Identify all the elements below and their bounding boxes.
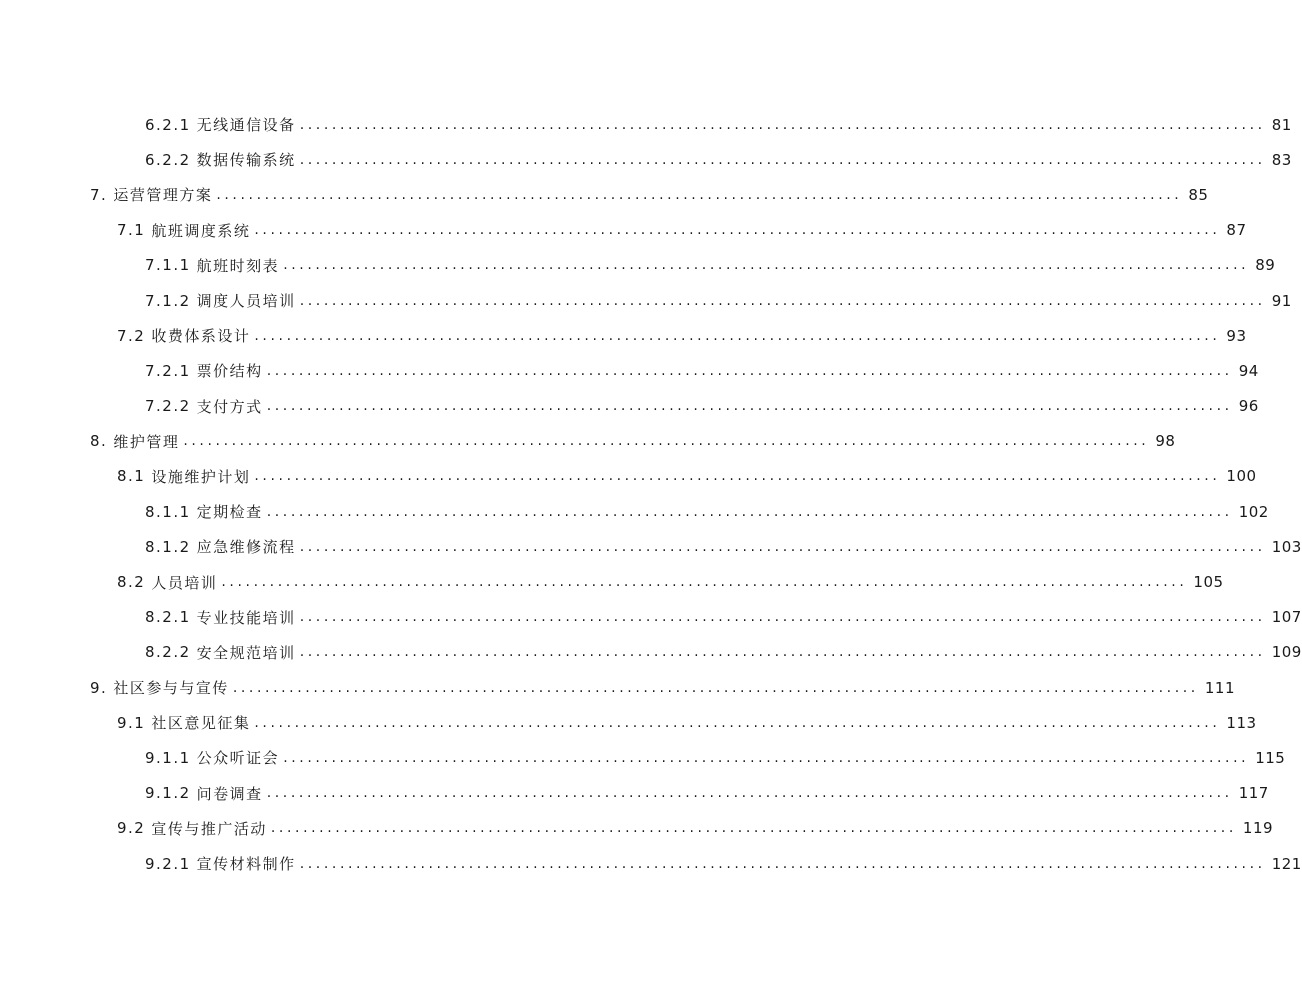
toc-entry[interactable]: [0, 635, 1302, 670]
toc-entry-page: 121: [1271, 854, 1302, 873]
toc-entry-page: 85: [1188, 185, 1209, 204]
toc-entry-page: 83: [1271, 150, 1292, 169]
toc-entry-number: 8.1.1: [145, 502, 191, 521]
toc-entry[interactable]: [0, 670, 1235, 705]
toc-dot-leader: ........................................................................................................................: [299, 609, 1266, 626]
toc-entry-number: 8.1: [117, 467, 146, 486]
toc-entry-page: 96: [1238, 397, 1259, 416]
toc-entry-title: 收费体系设计: [151, 327, 251, 346]
toc-entry-title: 公众听证会: [196, 749, 280, 768]
toc-entry-title: 调度人员培训: [196, 292, 296, 311]
toc-entry-number: 7.2.1: [145, 361, 191, 380]
toc-entry-number: 9.1: [117, 713, 146, 732]
toc-entry-number: 8.1.2: [145, 537, 191, 556]
toc-dot-leader: ........................................................................................................................: [232, 679, 1199, 696]
toc-entry[interactable]: [0, 494, 1269, 529]
toc-entry-title: 宣传与推广活动: [151, 819, 267, 838]
toc-entry-page: 91: [1271, 291, 1292, 310]
toc-entry-page: 87: [1226, 221, 1247, 240]
toc-dot-leader: ........................................................................................................................: [299, 292, 1266, 309]
toc-entry-page: 105: [1193, 573, 1224, 592]
toc-entry[interactable]: [0, 213, 1247, 248]
toc-entry[interactable]: [0, 529, 1302, 564]
toc-dot-leader: ........................................................................................................................: [283, 749, 1250, 766]
toc-entry-number: 9.2: [117, 819, 146, 838]
toc-dot-leader: ........................................................................................................................: [183, 433, 1150, 450]
toc-dot-leader: ........................................................................................................................: [299, 116, 1266, 133]
toc-entry-number: 7.1.1: [145, 256, 191, 275]
toc-entry-page: 113: [1226, 713, 1257, 732]
toc-dot-leader: ........................................................................................................................: [270, 820, 1237, 837]
toc-dot-leader: ........................................................................................................................: [299, 644, 1266, 661]
toc-entry-title: 定期检查: [196, 503, 263, 522]
toc-entry-title: 社区意见征集: [151, 714, 251, 733]
toc-entry-page: 89: [1255, 256, 1276, 275]
toc-entry-title: 宣传材料制作: [196, 855, 296, 874]
toc-entry-page: 109: [1271, 643, 1302, 662]
toc-entry[interactable]: [0, 142, 1292, 177]
toc-dot-leader: ........................................................................................................................: [283, 257, 1250, 274]
toc-entry-number: 9.1.2: [145, 784, 191, 803]
toc-entry[interactable]: [0, 107, 1292, 142]
toc-entry-number: 7.1: [117, 221, 146, 240]
toc-entry-number: 7.2.2: [145, 397, 191, 416]
table-of-contents: [0, 107, 1302, 881]
toc-dot-leader: ........................................................................................................................: [266, 398, 1233, 415]
toc-dot-leader: ........................................................................................................................: [299, 151, 1266, 168]
toc-entry[interactable]: [0, 248, 1276, 283]
toc-entry-number: 8.2.1: [145, 608, 191, 627]
toc-dot-leader: ........................................................................................................................: [299, 538, 1266, 555]
toc-entry-number: 7.1.2: [145, 291, 191, 310]
toc-entry-page: 93: [1226, 326, 1247, 345]
toc-entry-page: 117: [1238, 784, 1269, 803]
toc-entry-title: 无线通信设备: [196, 116, 296, 135]
toc-entry-title: 社区参与与宣传: [113, 679, 229, 698]
toc-dot-leader: ........................................................................................................................: [216, 186, 1183, 203]
toc-entry[interactable]: [0, 811, 1274, 846]
toc-entry[interactable]: [0, 353, 1259, 388]
toc-entry-page: 103: [1271, 537, 1302, 556]
toc-entry-title: 航班时刻表: [196, 256, 280, 275]
toc-entry-page: 115: [1255, 748, 1286, 767]
toc-entry-number: 9.: [90, 678, 108, 697]
toc-entry[interactable]: [0, 424, 1176, 459]
toc-entry-page: 119: [1242, 819, 1274, 838]
toc-entry-number: 9.1.1: [145, 748, 191, 767]
toc-entry-number: 6.2.2: [145, 150, 191, 169]
toc-dot-leader: ........................................................................................................................: [266, 785, 1233, 802]
toc-entry[interactable]: [0, 177, 1209, 212]
toc-entry-title: 数据传输系统: [196, 151, 296, 170]
toc-entry-page: 107: [1271, 608, 1302, 627]
toc-entry[interactable]: [0, 600, 1302, 635]
toc-entry-number: 8.2: [117, 573, 146, 592]
toc-entry-title: 票价结构: [196, 362, 263, 381]
toc-dot-leader: ........................................................................................................................: [299, 855, 1266, 872]
toc-entry-page: 100: [1226, 467, 1257, 486]
toc-entry-page: 94: [1238, 361, 1259, 380]
toc-entry-title: 人员培训: [151, 573, 218, 592]
toc-entry-title: 安全规范培训: [196, 643, 296, 662]
toc-entry[interactable]: [0, 283, 1292, 318]
toc-entry-title: 航班调度系统: [151, 221, 251, 240]
toc-dot-leader: ........................................................................................................................: [266, 362, 1233, 379]
toc-entry-number: 6.2.1: [145, 115, 191, 134]
toc-entry[interactable]: [0, 564, 1224, 599]
toc-entry[interactable]: [0, 776, 1269, 811]
toc-entry[interactable]: [0, 318, 1247, 353]
toc-entry[interactable]: [0, 459, 1257, 494]
toc-entry[interactable]: [0, 740, 1286, 775]
toc-entry[interactable]: [0, 389, 1259, 424]
toc-entry[interactable]: [0, 846, 1302, 881]
toc-entry-page: 111: [1204, 678, 1235, 697]
toc-entry-title: 问卷调查: [196, 784, 263, 803]
toc-dot-leader: ........................................................................................................................: [221, 574, 1188, 591]
toc-entry-page: 102: [1238, 502, 1269, 521]
toc-entry-title: 支付方式: [196, 397, 263, 416]
toc-entry-number: 7.: [90, 185, 108, 204]
toc-entry[interactable]: [0, 705, 1257, 740]
toc-dot-leader: ........................................................................................................................: [266, 503, 1233, 520]
toc-entry-page: 98: [1155, 432, 1176, 451]
toc-entry-title: 专业技能培训: [196, 608, 296, 627]
toc-entry-number: 8.2.2: [145, 643, 191, 662]
toc-entry-title: 运营管理方案: [113, 186, 213, 205]
toc-entry-number: 9.2.1: [145, 854, 191, 873]
toc-dot-leader: ........................................................................................................................: [254, 327, 1221, 344]
toc-entry-page: 81: [1271, 115, 1292, 134]
toc-entry-number: 8.: [90, 432, 108, 451]
toc-entry-number: 7.2: [117, 326, 146, 345]
toc-dot-leader: ........................................................................................................................: [254, 714, 1221, 731]
toc-dot-leader: ........................................................................................................................: [254, 468, 1221, 485]
toc-entry-title: 维护管理: [113, 432, 180, 451]
toc-dot-leader: ........................................................................................................................: [254, 222, 1221, 239]
toc-entry-title: 应急维修流程: [196, 538, 296, 557]
toc-entry-title: 设施维护计划: [151, 467, 251, 486]
